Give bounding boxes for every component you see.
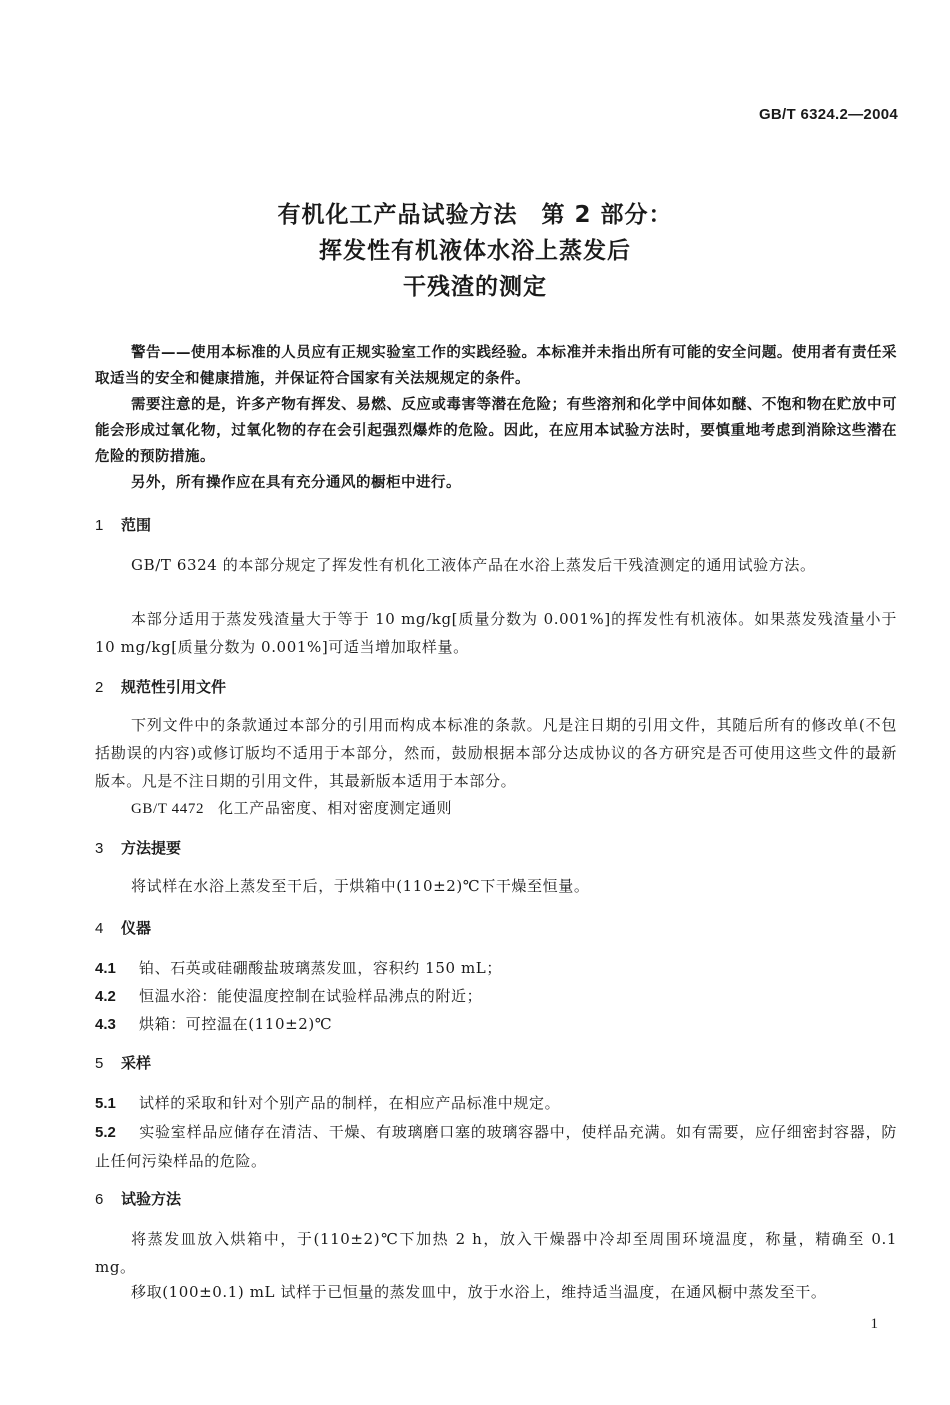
page-number: 1 xyxy=(870,1316,878,1332)
section-title: 范围 xyxy=(121,516,152,534)
item-text: 铂、石英或硅硼酸盐玻璃蒸发皿，容积约 150 mL； xyxy=(139,959,502,977)
item-text: 恒温水浴：能使温度控制在试验样品沸点的附近； xyxy=(139,987,483,1005)
warning-paragraph-2: 需要注意的是，许多产物有挥发、易燃、反应或毒害等潜在危险；有些溶剂和化学中间体如醚、不饱和物在贮放中可能会形成过氧化物，过氧化物的存在会引起强烈爆炸的危险。因此，在应用本试验方法时，要慎重地考虑到消除这些潜在危险的预防措施。 xyxy=(95,397,897,465)
item-number: 4.1 xyxy=(95,960,116,977)
standard-code: GB/T 6324.2—2004 xyxy=(758,106,898,123)
section-4-heading xyxy=(95,917,151,938)
reference-title: 化工产品密度、相对密度测定通则 xyxy=(218,799,453,817)
item-number: 5.1 xyxy=(95,1095,116,1112)
section-title: 方法提要 xyxy=(121,839,182,857)
section-number: 6 xyxy=(95,1191,104,1208)
title-line-2: 挥发性有机液体水浴上蒸发后 xyxy=(319,238,631,264)
reference-code: GB/T 4472 xyxy=(131,801,205,817)
list-item xyxy=(95,1089,897,1118)
list-item xyxy=(95,954,897,983)
section-number: 2 xyxy=(95,679,104,696)
item-text: 试样的采取和针对个别产品的制样，在相应产品标准中规定。 xyxy=(139,1094,561,1112)
section-2-heading xyxy=(95,676,226,697)
warning-paragraph-1: 警告——使用本标准的人员应有正规实验室工作的实践经验。本标准并未指出所有可能的安全问题。使用者有责任采取适当的安全和健康措施，并保证符合国家有关法规规定的条件。 xyxy=(95,345,897,387)
warning-paragraph-3: 另外，所有操作应在具有充分通风的橱柜中进行。 xyxy=(131,475,461,491)
section-number: 1 xyxy=(95,517,104,534)
section-1-paragraph-1: GB/T 6324 的本部分规定了挥发性有机化工液体产品在水浴上蒸发后干残渣测定的通用试验方法。 xyxy=(131,556,816,574)
list-item xyxy=(95,1118,897,1175)
section-title: 试验方法 xyxy=(121,1190,182,1208)
item-text: 烘箱：可控温在(110±2)℃ xyxy=(139,1015,333,1033)
title-line-1: 有机化工产品试验方法 第 2 部分： xyxy=(277,202,673,228)
section-6-paragraph-1: 将蒸发皿放入烘箱中，于(110±2)℃下加热 2 h，放入干燥器中冷却至周围环境温度，称量，精确至 0.1 mg。 xyxy=(95,1230,897,1276)
section-3-heading xyxy=(95,837,181,858)
section-number: 3 xyxy=(95,840,104,857)
list-item xyxy=(95,1010,897,1039)
section-title: 采样 xyxy=(121,1054,152,1072)
section-2-paragraph-1: 下列文件中的条款通过本部分的引用而构成本标准的条款。凡是注日期的引用文件，其随后所有的修改单(不包括勘误的内容)或修订版均不适用于本部分，然而，鼓励根据本部分达成协议的各方研究是否可使用这些文件的最新版本。凡是不注日期的引用文件，其最新版本适用于本部分。 xyxy=(95,716,897,790)
item-number: 4.3 xyxy=(95,1016,116,1033)
title-line-3: 干残渣的测定 xyxy=(403,274,547,300)
list-item xyxy=(95,982,897,1011)
section-number: 5 xyxy=(95,1055,104,1072)
item-number: 5.2 xyxy=(95,1124,116,1141)
item-number: 4.2 xyxy=(95,988,116,1005)
section-5-heading xyxy=(95,1052,151,1073)
section-6-paragraph-2: 移取(100±0.1) mL 试样于已恒量的蒸发皿中，放于水浴上，维持适当温度，在通风橱中蒸发至干。 xyxy=(131,1283,827,1301)
section-6-heading xyxy=(95,1188,181,1209)
section-1-paragraph-2: 本部分适用于蒸发残渣量大于等于 10 mg/kg[质量分数为 0.001%]的挥发性有机液体。如果蒸发残渣量小于 10 mg/kg[质量分数为 0.001%]可适当增加取样量。 xyxy=(95,610,897,656)
section-number: 4 xyxy=(95,920,104,937)
section-1-heading xyxy=(95,514,151,535)
item-text: 实验室样品应储存在清洁、干燥、有玻璃磨口塞的玻璃容器中，使样品充满。如有需要，应仔细密封容器，防止任何污染样品的危险。 xyxy=(95,1123,897,1170)
normative-reference xyxy=(95,794,897,823)
section-3-paragraph-1: 将试样在水浴上蒸发至干后，于烘箱中(110±2)℃下干燥至恒量。 xyxy=(131,877,590,895)
section-title: 仪器 xyxy=(121,919,152,937)
section-title: 规范性引用文件 xyxy=(121,678,227,696)
